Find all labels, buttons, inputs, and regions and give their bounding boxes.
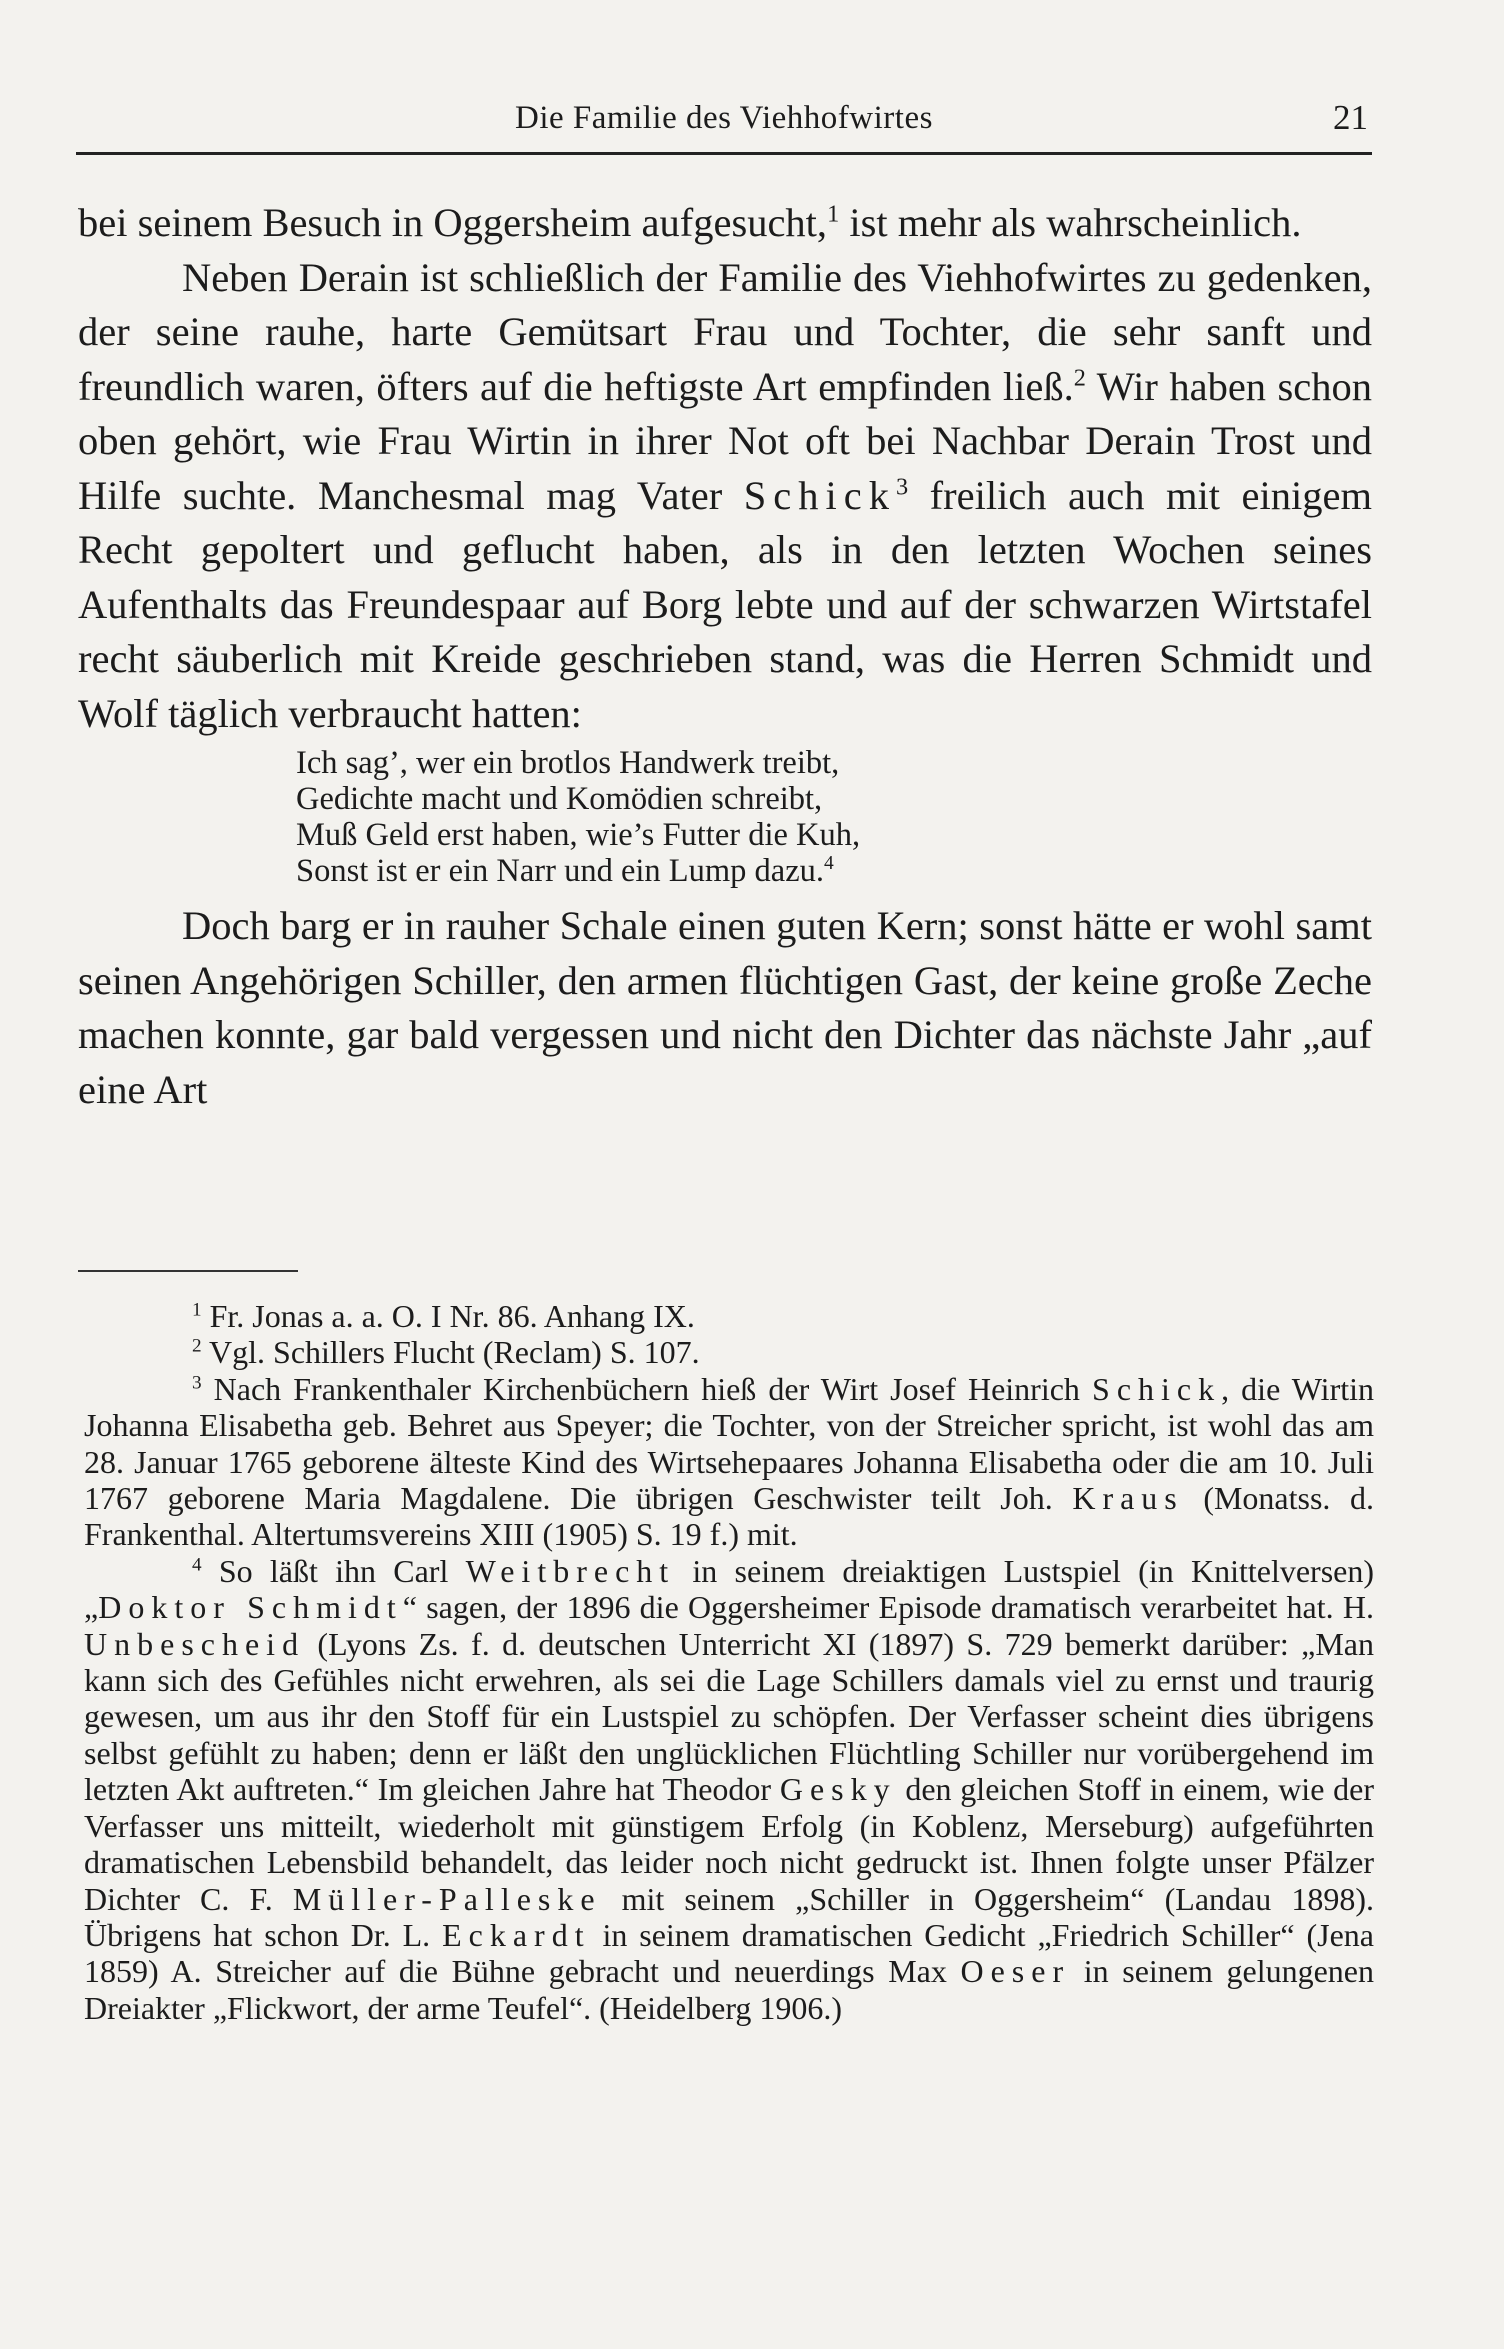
paragraph-2: Neben Derain ist schließlich der Familie des Viehhofwirtes zu gedenken, der seine rauhe, harte Gemütsart Frau und Tochter, die sehr sanft und freundlich waren, öfters auf die heftigste Art empfinden ließ.$^2$ Wir haben schon oben gehört, wie Frau Wirtin in ihrer Not oft bei Nachbar Derain Trost und Hilfe suchte. Manchesmal mag Vater Schick$^3$ freilich auch mit einigem Recht gepoltert und geflucht haben, als in den letzten Wochen seines Aufenthalts das Freundespaar auf Borg lebte und auf der schwarzen Wirtstafel recht säuberlich mit Kreide geschrieben stand, was die Herren Schmidt und Wolf täglich verbraucht hatten: <box>78 254 1372 736</box>
footnote-2: $^2$ Vgl. Schillers Flucht (Reclam) S. 107. <box>192 1334 700 1371</box>
poem-line: Gedichte macht und Komödien schreibt, <box>296 781 823 817</box>
footnote-4: $^4$ So läßt ihn Carl Weitbrecht in seinem dreiaktigen Lustspiel (in Knittelversen) „Doktor Schmidt“ sagen, der 1896 die Oggersheimer Episode dramatisch verarbeitet hat. H. Unbescheid (Lyons Zs. f. d. deutschen Unterricht XI (1897) S. 729 bemerkt darüber: „Man kann sich des Gefühles nicht erwehren, als sei die Lage Schillers damals viel zu ernst und traurig gewesen, um aus ihr den Stoff für ein Lustspiel zu schöpfen. Der Verfasser scheint dies übrigens selbst gefühlt zu haben; denn er läßt den unglücklichen Flüchtling Schiller nur vorübergehend im letzten Akt auftreten.“ Im gleichen Jahre hat Theodor Gesky den gleichen Stoff in einem, wie der Verfasser uns mitteilt, wiederholt mit günstigem Erfolg (in Koblenz, Merseburg) aufgeführten dramatischen Lebensbild behandelt, das leider noch nicht gedruckt ist. Ihnen folgte unser Pfälzer Dichter C. F. Müller-Palleske mit seinem „Schiller in Oggersheim“ (Landau 1898). Übrigens hat schon Dr. L. Eckardt in seinem dramatischen Gedicht „Friedrich Schiller“ (Jena 1859) A. Streicher auf die Bühne gebracht und neuerdings Max Oeser in seinem gelungenen Dreiakter „Flickwort, der arme Teufel“. (Heidelberg 1906.) <box>84 1552 1375 2026</box>
paragraph-3: Doch barg er in rauher Schale einen guten Kern; sonst hätte er wohl samt seinen Angehörigen Schiller, den armen flüchtigen Gast, der keine große Zeche machen konnte, gar bald vergessen und nicht den Dichter das nächste Jahr „auf eine Art <box>78 903 1372 1112</box>
footnote-ref-3: 3 <box>895 473 909 500</box>
footnote-rule <box>78 1270 298 1272</box>
footnote-ref-2: 2 <box>1073 364 1086 391</box>
running-head <box>76 92 1372 155</box>
footnotes <box>84 1298 1374 2026</box>
page-number: 21 <box>1333 98 1368 137</box>
footnote-3: $^3$ Nach Frankenthaler Kirchenbüchern hieß der Wirt Josef Heinrich Schick, die Wirtin Johanna Elisabetha geb. Behret aus Speyer; die Tochter, von der Streicher spricht, ist wohl das am 28. Januar 1765 geborene älteste Kind des Wirtsehepaares Johanna Elisabetha oder die am 10. Juli 1767 geborene Maria Magdalene. Die übrigen Geschwister teilt Joh. Kraus (Monatss. d. Frankenthal. Altertumsvereins XIII (1905) S. 19 f.) mit. <box>84 1370 1375 1553</box>
poem-line: Sonst ist er ein Narr und ein Lump dazu.$^4$ <box>296 853 834 889</box>
poem-line: Ich sag’, wer ein brotlos Handwerk treibt, <box>296 745 840 781</box>
footnote-ref-4: 4 <box>824 853 834 875</box>
running-title: Die Familie des Viehhofwirtes <box>515 100 933 136</box>
spaced-name-schick: Schick <box>743 472 896 518</box>
poem-quote <box>296 745 1372 889</box>
paragraph-1: bei seinem Besuch in Oggersheim aufgesucht,$^1$ ist mehr als wahrscheinlich. <box>78 200 1302 245</box>
poem-line: Muß Geld erst haben, wie’s Futter die Kuh, <box>296 817 861 853</box>
main-text <box>78 196 1372 1117</box>
footnote-1: $^1$ Fr. Jonas a. a. O. I Nr. 86. Anhang IX. <box>192 1298 695 1334</box>
footnote-ref-1: 1 <box>827 200 840 228</box>
